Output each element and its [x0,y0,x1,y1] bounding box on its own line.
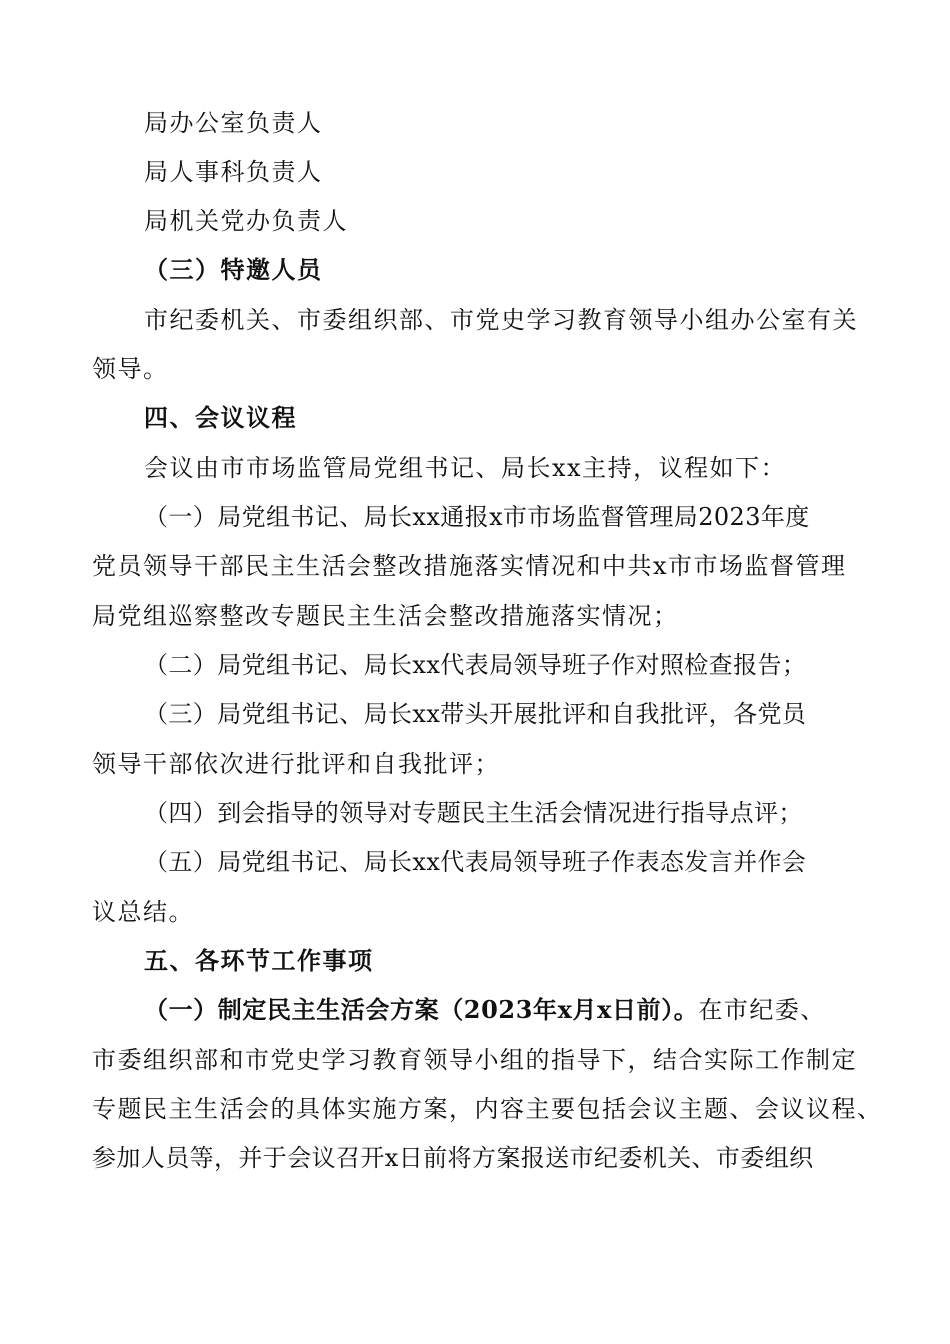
text-line-15: （四）到会指导的领导对专题民主生活会情况进行指导点评； [144,799,803,827]
heading-work-items: 五、各环节工作事项 [144,946,374,975]
subheading-special-guests: （三）特邀人员 [144,255,323,284]
lead-in-continuation: 在市纪委、 [698,996,826,1024]
text-line-9: （一）局党组书记、局长xx通报x市市场监督管理局2023年度 [144,503,810,531]
bold-lead-in: （一）制定民主生活会方案（2023年x月x日前）。 [144,995,699,1024]
text-line-11: 局党组巡察整改专题民主生活会整改措施落实情况； [92,602,679,630]
text-line-1: 局办公室负责人 [144,109,323,137]
heading-meeting-agenda: 四、会议议程 [144,403,297,432]
text-line-14: 领导干部依次进行批评和自我批评； [92,750,500,778]
text-line-17: 议总结。 [92,898,194,926]
text-line-16: （五）局党组书记、局长xx代表局领导班子作表态发言并作会 [144,848,807,876]
text-line-6: 领导。 [92,355,169,383]
text-line-5: 市纪委机关、市委组织部、市党史学习教育领导小组办公室有关 [144,306,858,334]
text-line-21: 专题民主生活会的具体实施方案，内容主要包括会议主题、会议议程、 [92,1095,883,1123]
text-line-13: （三）局党组书记、局长xx带头开展批评和自我批评，各党员 [144,700,807,728]
text-line-3: 局机关党办负责人 [144,207,348,235]
text-line-22: 参加人员等，并于会议召开x日前将方案报送市纪委机关、市委组织 [92,1144,814,1172]
text-line-10: 党员领导干部民主生活会整改措施落实情况和中共x市市场监督管理 [92,552,847,580]
text-line-20: 市委组织部和市党史学习教育领导小组的指导下，结合实际工作制定 [92,1046,857,1074]
text-line-8: 会议由市市场监管局党组书记、局长xx主持，议程如下： [144,454,787,482]
text-line-12: （二）局党组书记、局长xx代表局领导班子作对照检查报告； [144,651,807,679]
text-line-19 [144,995,826,1025]
text-line-2: 局人事科负责人 [144,158,323,186]
